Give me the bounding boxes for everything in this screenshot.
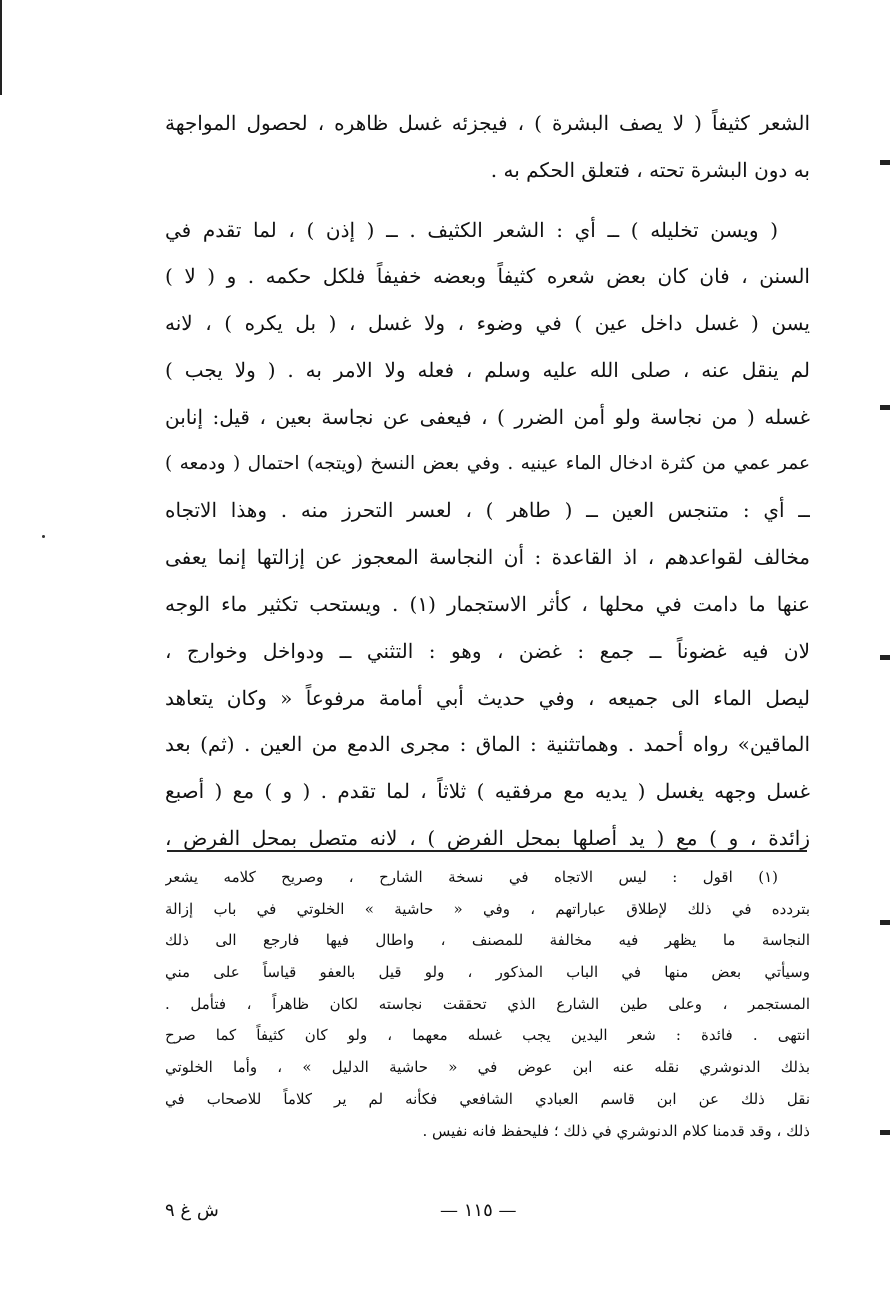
edge-tab-mark (880, 1130, 890, 1135)
text-line: ( ويسن تخليله ) ــ أي : الشعر الكثيف . ــ ( إذن ) ، لما تقدم في (165, 217, 778, 242)
edge-tab-mark (880, 160, 890, 165)
text-line: لان فيه غضوناً ــ جمع : غضن ، وهو : التثني ــ ودواخل وخوارج ، (165, 638, 810, 663)
page-footer (0, 1200, 890, 1230)
text-line: السنن ، فان كان بعض شعره كثيفاً وبعضه خفيفاً فلكل حكمه . و ( لا ) (165, 264, 810, 289)
text-line: زائدة ، و ) مع ( يد أصلها بمحل الفرض ) ، لانه متصل بمحل الفرض ، (165, 825, 810, 850)
edge-tab-mark (880, 920, 890, 925)
text-line: عنها ما دامت في محلها ، كأثر الاستجمار (١) . ويستحب تكثير ماء الوجه (165, 591, 810, 616)
footnote-line: بتردده في ذلك لإطلاق عباراتهم ، وفي « حاشية » الخلوتي في باب إزالة (165, 899, 810, 918)
text-line: ــ أي : متنجس العين ــ ( طاهر ) ، لعسر التحرز منه . وهذا الاتجاه (165, 498, 810, 523)
text-line: مخالف لقواعدهم ، اذ القاعدة : أن النجاسة المعجوز عن إزالتها إنما يعفى (165, 545, 810, 570)
text-line: ليصل الماء الى جميعه ، وفي حديث أبي أمامة مرفوعاً « وكان يتعاهد (165, 685, 810, 710)
footnote-line: (١) اقول : ليس الاتجاه في نسخة الشارح ، وصريح كلامه يشعر (165, 868, 778, 886)
text-line: عمر عمي من كثرة ادخال الماء عينيه . وفي بعض النسخ (ويتجه) احتمال ( ودمعه ) (165, 452, 810, 474)
text-line: لم ينقل عنه ، صلى الله عليه وسلم ، فعله ولا الامر به . ( ولا يجب ) (165, 357, 810, 382)
page-number: — ١١٥ — (440, 1200, 517, 1221)
edge-tab-mark (880, 405, 890, 410)
paragraph-gap (165, 194, 810, 207)
footnote-line: بذلك الدنوشري نقله عنه ابن عوض في « حاشية الدليل » ، وأما الخلوتي (165, 1058, 810, 1077)
text-line: يسن ( غسل داخل عين ) في وضوء ، ولا غسل ، ( بل يكره ) ، لانه (165, 311, 810, 336)
signature-mark: ش غ ٩ (165, 1200, 219, 1221)
footnote-line: انتهى . فائدة : شعر اليدين يجب غسله معهما ، ولو كان كثيفاً كما صرح (165, 1026, 810, 1045)
main-text-block (165, 100, 810, 862)
margin-dot (42, 535, 45, 538)
edge-tab-mark (880, 655, 890, 660)
footnote-line: المستجمر ، وعلى طين الشارع الذي تحققت نجاسته لكان ظاهراً ، فتأمل . (165, 994, 810, 1013)
text-line: به دون البشرة تحته ، فتعلق الحكم به . (490, 157, 810, 182)
text-line: غسل وجهه يغسل ( يديه مع مرفقيه ) ثلاثاً ، لما تقدم . ( و ) مع ( أصبع (165, 779, 810, 804)
text-line: الشعر كثيفاً ( لا يصف البشرة ) ، فيجزئه غسل ظاهره ، لحصول المواجهة (165, 111, 810, 135)
text-line: غسله ( من نجاسة ولو أمن الضرر ) ، فيعفى عن نجاسة بعين ، قيل: إنابن (165, 404, 810, 429)
footnote-line: وسيأتي بعض منها في الباب المذكور ، ولو قيل بالعفو قياساً على مني (165, 963, 810, 982)
binding-edge-line (0, 0, 2, 95)
footnote-line: ذلك ، وقد قدمنا كلام الدنوشري في ذلك ؛ فليحفظ فانه نفيس . (422, 1121, 810, 1140)
text-line: الماقين» رواه أحمد . وهماتثنية : الماق : مجرى الدمع من العين . (ثم) بعد (165, 732, 810, 757)
footnote-line: النجاسة ما يظهر فيه مخالفة للمصنف ، واطال فيها فارجع الى ذلك (165, 931, 810, 950)
footnote-divider (167, 850, 807, 852)
footnote-block (165, 862, 810, 1147)
footnote-line: نقل ذلك عن ابن قاسم العبادي الشافعي فكأنه لم ير كلاماً للاصحاب في (165, 1089, 810, 1108)
